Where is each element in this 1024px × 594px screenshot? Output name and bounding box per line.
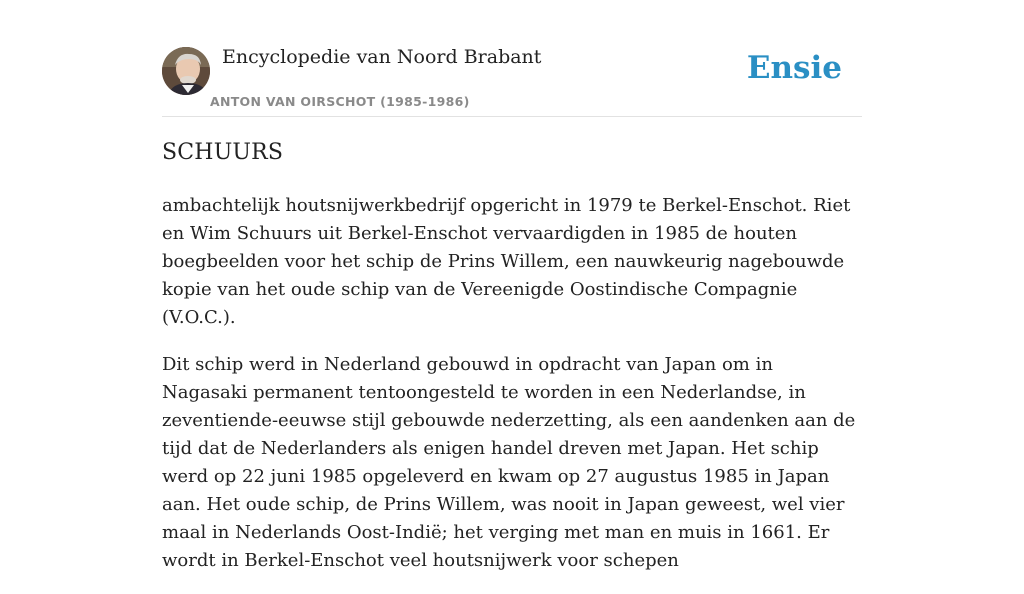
article-body — [162, 192, 862, 594]
article-paragraph: ambachtelijk houtsnijwerkbedrijf opgericht in 1979 te Berkel-Enschot. Riet en Wim Schuurs uit Berkel-Enschot vervaardigden in 1985 de houten boegbeelden voor het schip de Prins Willem, een nauwkeurig nagebouwde kopie van het oude schip van de Vereenigde Oostindische Compagnie (V.O.C.). — [162, 195, 851, 328]
page-wrapper — [162, 0, 862, 571]
article-headword: SCHUURS — [162, 140, 284, 165]
author-portrait-icon[interactable] — [162, 47, 210, 95]
article-paragraph: Dit schip werd in Nederland gebouwd in opdracht van Japan om in Nagasaki permanent tentoongesteld te worden in een Nederlandse, in zeventiende-eeuwse stijl gebouwde nederzetting, als een aandenken aan de tijd dat de Nederlanders als enigen handel dreven met Japan. Het schip werd op 22 juni 1985 opgeleverd en kwam op 27 augustus 1985 in Japan aan. Het oude schip, de Prins Willem, was nooit in Japan geweest, wel vier maal in Nederlands Oost-Indië; het verging met man en muis in 1661. Er wordt in Berkel-Enschot veel houtsnijwerk voor schepen — [162, 354, 856, 571]
page-header — [162, 0, 862, 117]
avatar-image — [162, 47, 210, 95]
ensie-logo[interactable]: Ensie — [746, 50, 842, 86]
site-title[interactable]: Encyclopedie van Noord Brabant — [222, 46, 542, 68]
author-name[interactable]: ANTON VAN OIRSCHOT (1985-1986) — [210, 94, 470, 109]
